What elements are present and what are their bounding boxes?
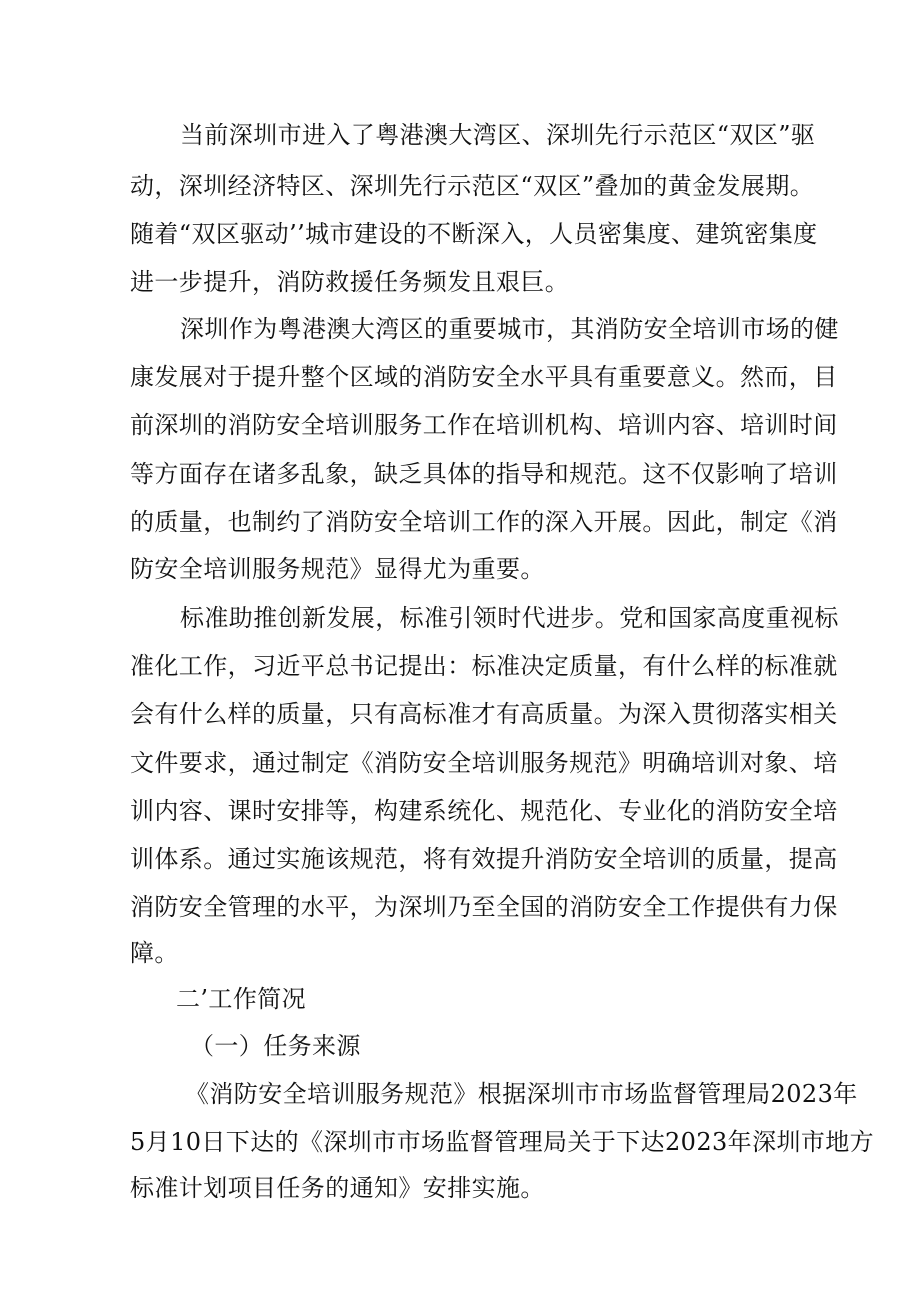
paragraph-line: 等方面存在诸多乱象，缺乏具体的指导和规范。这不仅影响了培训 <box>130 460 838 488</box>
paragraph-line: 随着“双区驱动’’城市建设的不断深入，人员密集度、建筑密集度 <box>130 220 818 248</box>
paragraph-line: 当前深圳市进入了粤港澳大湾区、深圳先行示范区“双区”驱 <box>180 121 816 149</box>
paragraph-line: 防安全培训服务规范》显得尤为重要。 <box>130 555 545 583</box>
paragraph-line: 的质量，也制约了消防安全培训工作的深入开展。因此，制定《消 <box>130 508 838 536</box>
subsection-heading: （一）任务来源 <box>190 1032 361 1060</box>
paragraph-line: 动，深圳经济特区、深圳先行示范区“双区”叠加的黄金发展期。 <box>130 172 815 200</box>
paragraph-line: 障。 <box>130 939 179 967</box>
paragraph-line: 准化工作，习近平总书记提出：标准决定质量，有什么样的标准就 <box>130 652 838 680</box>
paragraph-line: 会有什么样的质量，只有高标准才有高质量。为深入贯彻落实相关 <box>130 700 838 728</box>
paragraph-line: 标准计划项目任务的通知》安排实施。 <box>130 1174 545 1202</box>
paragraph-line: 《消防安全培训服务规范》根据深圳市市场监督管理局2023年 <box>185 1080 858 1108</box>
paragraph-line: 进一步提升，消防救援任务频发且艰巨。 <box>130 268 570 296</box>
paragraph-line: 康发展对于提升整个区域的消防安全水平具有重要意义。然而，目 <box>130 363 838 391</box>
paragraph-line: 训体系。通过实施该规范，将有效提升消防安全培训的质量，提高 <box>130 845 838 873</box>
section-heading: 二’工作简况 <box>176 985 307 1013</box>
paragraph-line: 消防安全管理的水平，为深圳乃至全国的消防安全工作提供有力保 <box>130 893 838 921</box>
paragraph-line: 深圳作为粤港澳大湾区的重要城市，其消防安全培训市场的健 <box>180 315 839 343</box>
paragraph-line: 标准助推创新发展，标准引领时代进步。党和国家高度重视标 <box>180 604 839 632</box>
paragraph-line: 5月10日下达的《深圳市市场监督管理局关于下达2023年深圳市地方 <box>130 1128 875 1156</box>
paragraph-line: 文件要求，通过制定《消防安全培训服务规范》明确培训对象、培 <box>130 749 838 777</box>
paragraph-line: 训内容、课时安排等，构建系统化、规范化、专业化的消防安全培 <box>130 797 838 825</box>
paragraph-line: 前深圳的消防安全培训服务工作在培训机构、培训内容、培训时间 <box>130 411 838 439</box>
